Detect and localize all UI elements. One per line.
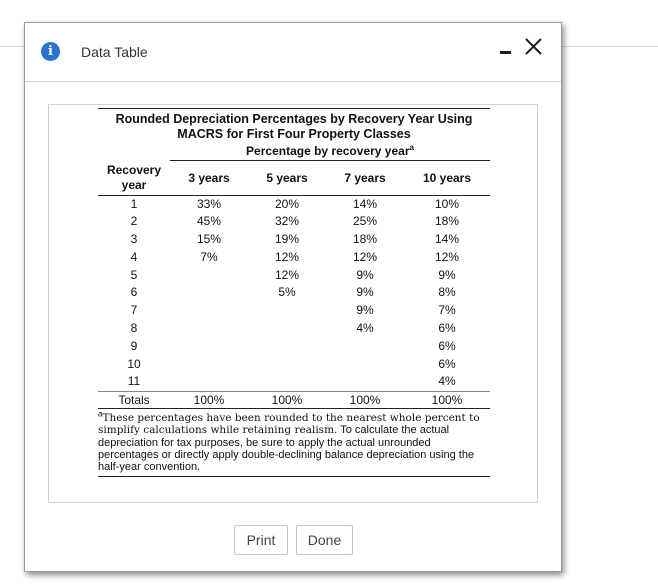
percentage-cell <box>326 373 404 391</box>
recovery-year-cell: 1 <box>130 196 138 211</box>
percentage-cell: 14% <box>434 232 460 247</box>
col-header-7-years: 7 years <box>326 161 404 196</box>
recovery-year-cell: 11 <box>127 374 141 389</box>
percentage-cell <box>170 320 248 338</box>
recovery-year-cell: 4 <box>130 249 138 264</box>
recovery-year-cell: 6 <box>130 285 138 300</box>
close-icon <box>521 34 547 60</box>
col-header-3-years: 3 years <box>170 161 248 196</box>
percentage-cell: 15% <box>196 232 222 247</box>
percentage-cell: 7% <box>438 303 456 318</box>
table-row <box>98 249 490 267</box>
table-row <box>98 320 490 338</box>
table-row <box>98 356 490 374</box>
percentage-cell: 10% <box>434 196 460 211</box>
footnote-text-actual: To calculate the actual depreciation for tax purposes, be sure to apply the actual unrounded percentages or directly apply double-declining balance depreciation using the half-year convention. <box>98 424 475 474</box>
percentage-cell <box>170 373 248 391</box>
totals-cell: 100% <box>248 392 326 409</box>
recovery-year-cell: 9 <box>130 338 138 353</box>
totals-cell: 100% <box>404 392 490 409</box>
data-table-dialog <box>24 22 562 572</box>
percentage-cell: 12% <box>274 267 300 282</box>
percentage-cell: 9% <box>356 303 374 318</box>
percentage-cell: 6% <box>438 321 456 336</box>
percentage-cell: 20% <box>274 196 300 211</box>
caption-line-2: MACRS for First Four Property Classes <box>177 127 411 141</box>
col-header-recovery-year: Recovery year <box>98 161 170 196</box>
percentage-cell: 12% <box>274 249 300 264</box>
col-header-5-years: 5 years <box>248 161 326 196</box>
table-row <box>98 284 490 302</box>
close-button[interactable] <box>521 34 547 60</box>
percentage-cell: 5% <box>278 285 296 300</box>
print-button[interactable]: Print <box>234 525 288 555</box>
recovery-year-cell: 2 <box>130 214 138 229</box>
percentage-cell: 9% <box>356 285 374 300</box>
totals-cell: 100% <box>326 392 404 409</box>
percentage-cell: 4% <box>356 321 374 336</box>
percentage-cell <box>170 267 248 285</box>
percentage-cell <box>248 373 326 391</box>
totals-label: Totals <box>98 392 170 409</box>
percentage-cell: 12% <box>352 249 378 264</box>
table-row <box>98 267 490 285</box>
percentage-cell: 45% <box>196 214 222 229</box>
minimize-icon <box>500 51 511 54</box>
table-row <box>98 373 490 391</box>
percentage-cell: 33% <box>196 196 222 211</box>
percentage-header-row <box>98 143 490 161</box>
footnote-mark: a <box>98 409 103 419</box>
column-header-row <box>98 161 490 196</box>
percentage-cell <box>326 338 404 356</box>
percentage-cell <box>326 356 404 374</box>
percentage-cell <box>248 320 326 338</box>
dialog-title: Data Table <box>81 44 148 60</box>
percentage-cell: 7% <box>200 249 218 264</box>
percentage-cell: 18% <box>352 232 378 247</box>
percentage-cell <box>248 338 326 356</box>
table-row <box>98 231 490 249</box>
percentage-cell <box>170 356 248 374</box>
totals-cell: 100% <box>170 392 248 409</box>
percentage-cell: 6% <box>438 356 456 371</box>
percentage-header-text: Percentage by recovery year <box>246 144 410 158</box>
table-row <box>98 338 490 356</box>
depreciation-table <box>98 143 490 409</box>
totals-row <box>98 392 490 409</box>
percentage-cell: 32% <box>274 214 300 229</box>
percentage-header-footnote-mark: a <box>409 143 414 152</box>
done-button[interactable]: Done <box>296 525 353 555</box>
table-row <box>98 195 490 213</box>
percentage-header <box>170 143 490 161</box>
percentage-cell <box>170 302 248 320</box>
percentage-cell: 9% <box>356 267 374 282</box>
percentage-cell <box>248 302 326 320</box>
percentage-cell: 19% <box>274 232 300 247</box>
table-row <box>98 213 490 231</box>
recovery-year-cell: 5 <box>130 267 138 282</box>
table-row <box>98 302 490 320</box>
col-header-10-years: 10 years <box>404 161 490 196</box>
minimize-button[interactable] <box>499 41 513 61</box>
caption-line-1: Rounded Depreciation Percentages by Recovery Year Using <box>115 112 473 126</box>
percentage-cell: 6% <box>438 338 456 353</box>
recovery-year-cell: 10 <box>127 356 141 371</box>
percentage-cell: 8% <box>438 285 456 300</box>
percentage-cell: 25% <box>352 214 378 229</box>
footnote-text-rounding: These percentages have been rounded to the nearest whole percent to simplify calculations while retaining realism. <box>98 412 480 437</box>
dialog-titlebar <box>25 23 561 82</box>
depreciation-table-document <box>98 108 490 477</box>
info-icon: i <box>41 42 60 61</box>
percentage-cell <box>170 284 248 302</box>
percentage-cell: 12% <box>434 249 460 264</box>
percentage-cell: 4% <box>438 374 456 389</box>
percentage-cell: 18% <box>434 214 460 229</box>
recovery-year-cell: 8 <box>130 321 138 336</box>
percentage-cell <box>170 338 248 356</box>
table-body <box>98 195 490 392</box>
percentage-cell: 9% <box>438 267 456 282</box>
recovery-year-cell: 7 <box>130 303 138 318</box>
table-panel <box>48 104 538 503</box>
table-caption <box>98 109 490 143</box>
table-footnote <box>98 409 490 477</box>
percentage-cell <box>248 356 326 374</box>
percentage-cell: 14% <box>352 196 378 211</box>
recovery-year-cell: 3 <box>130 232 138 247</box>
